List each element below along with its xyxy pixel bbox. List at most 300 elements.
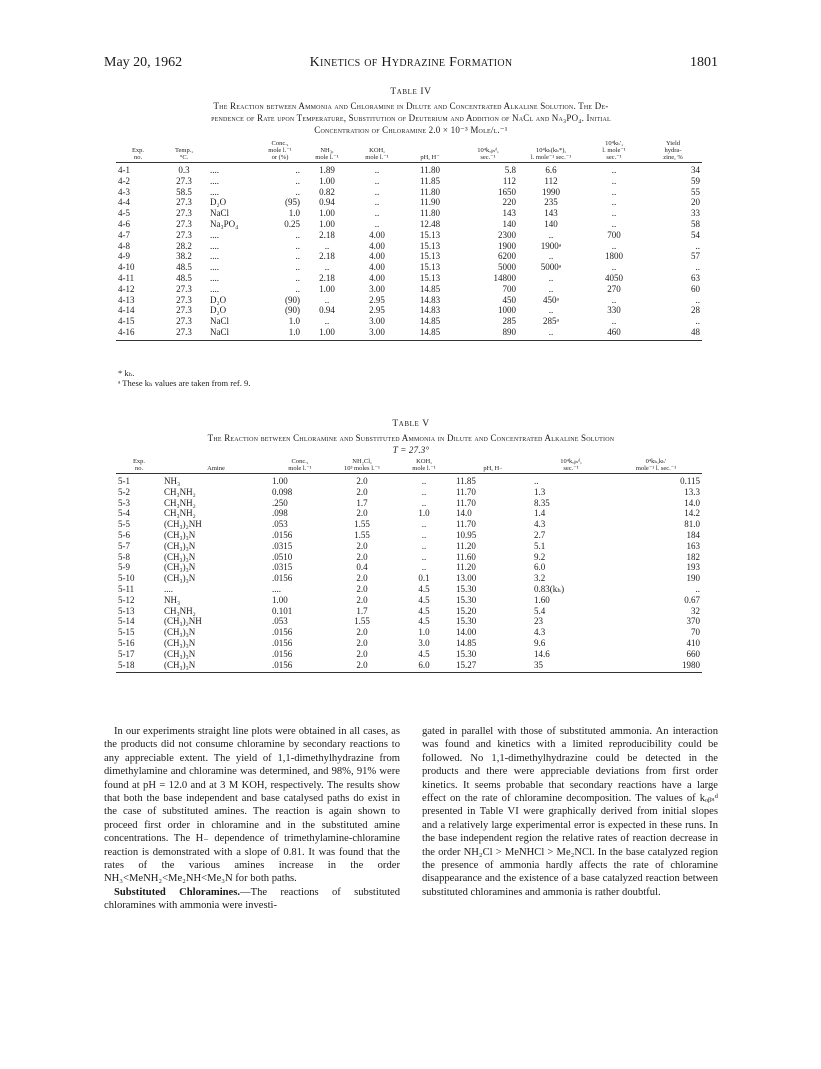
- header-line: Conc.,: [271, 140, 289, 147]
- t5-cell: 9.2: [534, 551, 546, 562]
- header-line: mole l.⁻¹: [288, 465, 312, 472]
- t4-cell: 4.00: [369, 272, 385, 283]
- table-row: [116, 187, 702, 198]
- table-row: [116, 508, 702, 519]
- table-row: [116, 230, 702, 241]
- t5-cell: 81.0: [684, 519, 700, 530]
- t4-cell: 4-1: [118, 165, 130, 175]
- table-row: [116, 573, 702, 584]
- t5-cell: .053: [272, 519, 288, 530]
- t4-cell: ..: [374, 218, 380, 229]
- t5-cell: 1.60: [534, 594, 550, 605]
- header-line: no.: [134, 465, 144, 472]
- t5-cell: 1.55: [354, 529, 370, 540]
- t5-cell: 11.60: [456, 551, 476, 562]
- t4-cell: ..: [548, 283, 554, 294]
- t5-cell: 5-16: [118, 637, 135, 648]
- t5-cell: 0.1: [418, 573, 430, 584]
- t4-h-kb: [518, 140, 584, 163]
- t4-cell: 27.3: [176, 305, 192, 316]
- t4-cell: ....: [210, 240, 219, 251]
- t4-cell: 58.5: [176, 186, 192, 197]
- t4-cell: 59: [691, 175, 700, 186]
- t4-cell: 112: [502, 175, 516, 186]
- t4-cell: 27.3: [176, 283, 192, 294]
- table-row: [116, 295, 702, 306]
- t5-cell: ..: [421, 529, 427, 540]
- t4-cell: 48.5: [176, 272, 192, 283]
- t5-cell: (CH₃)₃N: [164, 627, 196, 638]
- table-row: [116, 262, 702, 273]
- t4-h-ph: [402, 140, 458, 163]
- t4-cell: 12.48: [419, 218, 441, 229]
- t5-cell: ..: [421, 497, 427, 508]
- t5-cell: 4.3: [534, 627, 546, 638]
- table4-footnote-2: ᵃ These kₕ values are taken from ref. 9.: [118, 378, 251, 388]
- t5-cell: 70: [691, 627, 700, 638]
- t5-cell: 2.0: [330, 660, 394, 673]
- t4-cell: 1.00: [302, 327, 352, 340]
- t5-cell: 2.0: [356, 573, 368, 584]
- t4-cell: 700: [607, 229, 621, 240]
- t4-cell: 1990: [542, 186, 560, 197]
- table-row: [116, 208, 702, 219]
- t5-cell: 2.0: [356, 486, 368, 497]
- t4-cell: Na₃PO₄: [210, 218, 239, 229]
- table-row: [116, 498, 702, 509]
- t4-cell: (90): [285, 305, 300, 316]
- t4-cell: 28.2: [176, 240, 192, 251]
- table-row: [116, 327, 702, 340]
- t4-cell: ..: [611, 186, 617, 197]
- t4-cell: 4-3: [118, 186, 130, 197]
- t4-cell: ..: [695, 316, 700, 327]
- t4-cell: ..: [695, 240, 700, 251]
- t4-cell: 2.18: [319, 251, 335, 262]
- t4-cell: 1.00: [319, 175, 335, 186]
- right-column: [422, 725, 718, 899]
- t5-cell: 5-3: [118, 497, 130, 508]
- t5-cell: 1.7: [356, 605, 368, 616]
- t4-cell: 14.83: [419, 294, 441, 305]
- table4-caption-2: pendence of Rate upon Temperature, Substitution of Deuterium and Addition of NaCl and Na₃PO₄. Initial: [211, 113, 611, 123]
- t4-cell: 11.90: [420, 197, 440, 208]
- t5-cell: 14.0: [456, 508, 472, 519]
- t5-cell: 2.0: [356, 540, 368, 551]
- t5-cell: 182: [686, 551, 700, 562]
- t5-cell: 5-10: [118, 573, 135, 584]
- t5-cell: 2.0: [356, 648, 368, 659]
- t5-cell: 5-17: [118, 648, 135, 659]
- header-line: °C.: [179, 154, 189, 161]
- t5-cell: 1.00: [272, 594, 288, 605]
- t4-cell: 11.85: [420, 175, 440, 186]
- table-row: [116, 219, 702, 230]
- header-title: Kinetics of Hydrazine Formation: [309, 55, 513, 70]
- table-row: [116, 541, 702, 552]
- left-column: [104, 725, 400, 913]
- table5-caption-1: The Reaction between Chloramine and Substituted Ammonia in Dilute and Concentrated Alkaline Solution: [207, 433, 615, 443]
- t5-cell: ..: [421, 519, 427, 530]
- t4-cell: 4-13: [118, 294, 135, 305]
- t5-cell: 5-7: [118, 540, 130, 551]
- header-line: mole l.⁻¹: [315, 154, 339, 161]
- t5-cell: 14.00: [456, 627, 477, 638]
- header-line: mole l.⁻¹: [412, 465, 436, 472]
- table-row: [116, 273, 702, 284]
- t4-cell: ..: [548, 229, 554, 240]
- t4-cell: ..: [548, 272, 554, 283]
- t5-cell: 3.2: [534, 573, 546, 584]
- t4-cell: ..: [548, 251, 554, 262]
- t4-cell: 27.3: [176, 197, 192, 208]
- t4-cell: 60: [691, 283, 700, 294]
- t4-cell: 2300: [498, 229, 516, 240]
- t5-cell: (CH₃)₃N: [164, 540, 196, 551]
- t5-cell: 2.0: [356, 508, 368, 519]
- t4-cell: ..: [295, 240, 300, 251]
- table-row: [116, 595, 702, 606]
- t4-cell: NaCl: [210, 316, 229, 327]
- t4-cell: ..: [295, 272, 300, 283]
- t5-h-nh2cl: [330, 458, 394, 474]
- table-row: [116, 649, 702, 660]
- t5-cell: ..: [421, 551, 427, 562]
- t5-cell: 163: [686, 540, 700, 551]
- table-row: [116, 660, 702, 673]
- table-row: [116, 251, 702, 262]
- header-line: mole⁻¹ l. sec.⁻¹: [635, 465, 677, 472]
- t5-cell: 5-11: [118, 583, 135, 594]
- t5-cell: 14.2: [684, 508, 700, 519]
- t5-cell: 0.101: [272, 605, 293, 616]
- header-line: 10³ moles l.⁻¹: [343, 465, 381, 472]
- t4-cell: ..: [611, 294, 617, 305]
- t4-cell: 27.3: [176, 175, 192, 186]
- t4-cell: 14.85: [419, 283, 441, 294]
- t5-cell: NH₃: [164, 476, 181, 486]
- t4-cell: 5000ᵃ: [540, 262, 562, 273]
- t5-cell: .098: [272, 508, 288, 519]
- t5-cell: (CH₃)₃N: [164, 529, 196, 540]
- t5-cell: 1.7: [356, 497, 368, 508]
- t5-cell: ..: [421, 540, 427, 551]
- t4-cell: 6.6: [545, 165, 557, 175]
- t4-cell: ..: [374, 165, 380, 175]
- t4-cell: 2.95: [369, 294, 385, 305]
- t5-cell: CH₃NH₂: [164, 605, 196, 616]
- t5-cell: 1.4: [534, 508, 546, 519]
- t4-cell: 112: [544, 175, 558, 186]
- t4-cell: ..: [295, 165, 300, 175]
- t5-cell: 11.70: [456, 519, 476, 530]
- t4-cell: 4-14: [118, 305, 135, 316]
- t5-h-conc: [270, 458, 330, 474]
- t5-cell: 1.0: [418, 508, 430, 519]
- t4-cell: NaCl: [210, 208, 229, 219]
- header-line: l. mole⁻¹ sec.⁻¹: [530, 154, 572, 161]
- t5-h-ph: [454, 458, 532, 474]
- t5-cell: CH₃NH₂: [164, 508, 196, 519]
- t5-cell: 5-15: [118, 627, 135, 638]
- table-row: [116, 616, 702, 627]
- t4-cell: ..: [518, 327, 584, 340]
- t5-cell: 5-8: [118, 551, 130, 562]
- t5-cell: 2.0: [356, 594, 368, 605]
- t5-cell: 23: [534, 616, 543, 627]
- t5-cell: ..: [421, 486, 427, 497]
- table-row: [116, 530, 702, 541]
- table4-body: [116, 163, 702, 341]
- t4-cell: 1800: [605, 251, 623, 262]
- t5-cell: (CH₃)₃N: [164, 562, 196, 573]
- table-row: [116, 487, 702, 498]
- t5-cell: 4.5: [418, 616, 430, 627]
- t4-cell: 1900ᵃ: [540, 240, 562, 251]
- t4-cell: ..: [611, 240, 617, 251]
- header-line: no.: [133, 154, 143, 161]
- t5-cell: 2.0: [356, 583, 368, 594]
- t4-cell: ....: [210, 272, 219, 283]
- t4-cell: ....: [210, 283, 219, 294]
- t4-cell: 1.0: [288, 208, 300, 219]
- t5-cell: .250: [272, 497, 288, 508]
- table-row: [116, 638, 702, 649]
- t4-cell: 34: [691, 165, 700, 175]
- table4-label: Table IV: [390, 87, 432, 97]
- t4-cell: 48.5: [176, 262, 192, 273]
- t4-cell: ..: [611, 262, 617, 273]
- table-row: [116, 519, 702, 530]
- t4-cell: 55: [691, 186, 700, 197]
- t4-cell: ..: [324, 294, 330, 305]
- t5-cell: 5-18: [116, 660, 162, 673]
- t4-cell: 1.00: [319, 283, 335, 294]
- t4-cell: 3.00: [352, 327, 402, 340]
- t4-cell: 27.3: [176, 229, 192, 240]
- t5-cell: ..: [534, 476, 539, 486]
- t4-cell: D₂O: [210, 197, 227, 208]
- t4-cell: ..: [611, 218, 617, 229]
- t5-cell: 32: [691, 605, 700, 616]
- header-line: sec.⁻¹: [563, 465, 579, 472]
- t5-cell: 410: [686, 637, 700, 648]
- t5-cell: 370: [686, 616, 700, 627]
- t5-cell: 4.5: [418, 583, 430, 594]
- t5-cell: 11.70: [456, 486, 476, 497]
- t5-cell: 0.67: [684, 594, 700, 605]
- t4-cell: 4-6: [118, 218, 130, 229]
- t4-cell: ..: [695, 294, 700, 305]
- t4-cell: 140: [544, 218, 558, 229]
- t5-cell: 9.6: [534, 637, 546, 648]
- t4-cell: 0.94: [319, 305, 335, 316]
- t4-cell: 27.3: [176, 218, 192, 229]
- t4-cell: 0.3: [178, 165, 190, 175]
- t4-cell: 15.13: [419, 262, 441, 273]
- t4-cell: ..: [548, 305, 554, 316]
- table5: [116, 458, 702, 673]
- t5-cell: (CH₃)₃N: [164, 637, 196, 648]
- t4-cell: ..: [324, 240, 330, 251]
- t4-cell: 14.83: [419, 305, 441, 316]
- right-paragraph-1: gated in parallel with those of substituted ammonia. An interaction was found and kinetics with a limited reproducibility could be followed. No 1,1-dimethylhydrazine could be detected in the products and there were appreciable deviations from first order kinetics. It seems probable that secondary reactions have a large effect on the rate of chloramine decomposition. The values of kₒᵦₛᵈ presented in Table VI were graphically derived from initial slopes and a relatively large experimental error is expected in these runs. In the base independent region the relative rates of reaction decrease in the order NH₂Cl > MeNHCl > Me₂NCl. In the base catalyzed region the presence of ammonia hardly affects the rate of chloramine disappearance and the existence of a base catalyzed reaction between substituted chloramines and ammonia is rather doubtful.: [422, 726, 718, 898]
- t4-cell: 270: [607, 283, 621, 294]
- t5-cell: ....: [164, 583, 173, 594]
- t4-cell: (95): [285, 197, 300, 208]
- header-line: Amine: [207, 465, 225, 472]
- t5-cell: .0156: [272, 529, 293, 540]
- t5-cell: 5.4: [534, 605, 546, 616]
- t5-cell: ....: [272, 583, 281, 594]
- t4-cell: 11.80: [420, 165, 440, 175]
- t4-cell: 15.13: [419, 240, 441, 251]
- t5-cell: .0315: [272, 540, 293, 551]
- t4-cell: 2.18: [319, 229, 335, 240]
- t4-cell: 20: [691, 197, 700, 208]
- header-line: 10⁴kₒᵦₛᵈ,: [477, 147, 499, 154]
- table4-header-row: [116, 140, 702, 163]
- t4-cell: ..: [295, 186, 300, 197]
- header-line: KOH,: [369, 147, 385, 154]
- t5-cell: 15.30: [456, 648, 477, 659]
- t4-cell: 2.95: [369, 305, 385, 316]
- t4-cell: ..: [695, 262, 700, 273]
- table5-body: [116, 474, 702, 673]
- t4-cell: 63: [691, 272, 700, 283]
- t5-cell: 11.20: [456, 540, 476, 551]
- t4-cell: 27.3: [160, 327, 208, 340]
- t5-cell: .0156: [272, 648, 293, 659]
- t4-cell: ....: [210, 175, 219, 186]
- header-date: May 20, 1962: [104, 55, 183, 70]
- t5-h-amine: [162, 458, 270, 474]
- t5-h-koh: [394, 458, 454, 474]
- t4-cell: 1.0: [258, 327, 302, 340]
- t4-cell: 0.82: [319, 186, 335, 197]
- t5-cell: 14.0: [684, 497, 700, 508]
- t4-cell: 11.80: [420, 186, 440, 197]
- t4-cell: 4050: [605, 272, 623, 283]
- t4-cell: 1000: [498, 305, 516, 316]
- t5-cell: 0.4: [356, 562, 368, 573]
- t4-cell: ..: [611, 165, 617, 175]
- t5-cell: 1.0: [418, 627, 430, 638]
- t4-cell: ..: [611, 208, 617, 219]
- t5-cell: 5-9: [118, 562, 130, 573]
- t5-cell: .0156: [272, 573, 293, 584]
- t4-h-koh: [352, 140, 402, 163]
- t4-h-temp: [160, 140, 208, 163]
- header-line: 10⁴kₕ(kₕ*),: [535, 147, 567, 154]
- t5-cell: 15.30: [456, 594, 477, 605]
- header-line: hydra-: [664, 147, 682, 154]
- t4-cell: 3.00: [369, 283, 385, 294]
- t4-h-kbprime: [584, 140, 644, 163]
- t5-cell: 2.7: [534, 529, 546, 540]
- t4-cell: ..: [374, 208, 380, 219]
- t4-cell: ....: [210, 165, 219, 175]
- t4-cell: 890: [458, 327, 518, 340]
- t4-h-additive: [208, 140, 258, 163]
- t5-cell: .0156: [272, 627, 293, 638]
- t4-cell: 4-16: [116, 327, 160, 340]
- left-paragraph-2-text: —The reactions of substituted chloramines with ammonia were investi-: [104, 886, 401, 912]
- table-row: [116, 163, 702, 176]
- t5-cell: 11.20: [456, 562, 476, 573]
- t5-cell: .0315: [272, 562, 293, 573]
- t5-cell: 2.0: [356, 476, 368, 486]
- table-row: [116, 552, 702, 563]
- t5-cell: 14.85: [456, 637, 477, 648]
- t4-cell: D₂O: [210, 294, 227, 305]
- t5-cell: 5-1: [118, 476, 130, 486]
- t5-cell: 5-4: [118, 508, 130, 519]
- t4-cell: 4.00: [369, 251, 385, 262]
- header-line: mole l.⁻¹: [268, 147, 292, 154]
- t5-cell: ..: [421, 476, 427, 486]
- t4-cell: 38.2: [176, 251, 192, 262]
- t5-cell: 2.0: [356, 637, 368, 648]
- t4-cell: 5000: [498, 262, 516, 273]
- t5-cell: 5.1: [534, 540, 546, 551]
- t5-cell: (CH₃)₂NH: [164, 616, 202, 627]
- page-number: 1801: [690, 55, 718, 70]
- t4-cell: ..: [324, 262, 330, 273]
- header-line: l. mole⁻¹: [602, 147, 626, 154]
- t5-cell: 4.3: [534, 519, 546, 530]
- t4-cell: 220: [502, 197, 516, 208]
- table-row: [116, 197, 702, 208]
- header-line: pH, H⁻: [420, 154, 440, 161]
- table-row: [116, 606, 702, 617]
- t4-cell: 4-12: [118, 283, 135, 294]
- header-line: KOH,: [416, 458, 432, 465]
- t4-cell: (90): [285, 294, 300, 305]
- t4-cell: 4-10: [118, 262, 135, 273]
- t4-cell: 0.25: [284, 218, 300, 229]
- t4-cell: ....: [210, 229, 219, 240]
- t4-cell: 33: [691, 208, 700, 219]
- header-line: NH₃,: [320, 147, 334, 154]
- t4-h-nh3: [302, 140, 352, 163]
- t5-cell: CH₃NH₂: [164, 497, 196, 508]
- t4-cell: 1900: [498, 240, 516, 251]
- t4-cell: 1.89: [319, 165, 335, 175]
- t4-cell: 6200: [498, 251, 516, 262]
- header-line: Yield: [665, 140, 681, 147]
- t5-cell: 11.85: [456, 476, 476, 486]
- t5-cell: 1.3: [534, 486, 546, 497]
- t4-cell: 330: [607, 305, 621, 316]
- t4-cell: 140: [502, 218, 516, 229]
- t4-cell: ..: [611, 197, 617, 208]
- t5-cell: 193: [686, 562, 700, 573]
- t4-cell: ..: [374, 186, 380, 197]
- table-row: [116, 176, 702, 187]
- t4-cell: 285: [502, 316, 516, 327]
- table-row: [116, 241, 702, 252]
- t4-cell: 4-5: [118, 208, 130, 219]
- header-line: or (%): [271, 154, 289, 161]
- header-line: pH, H₋: [483, 465, 503, 472]
- t4-cell: ..: [611, 316, 617, 327]
- t4-cell: 4.00: [369, 240, 385, 251]
- t4-cell: ....: [210, 262, 219, 273]
- t5-h-kb: [610, 458, 702, 474]
- table4-footnote-1: * kₕ.: [118, 368, 135, 378]
- t4-cell: 3.00: [369, 316, 385, 327]
